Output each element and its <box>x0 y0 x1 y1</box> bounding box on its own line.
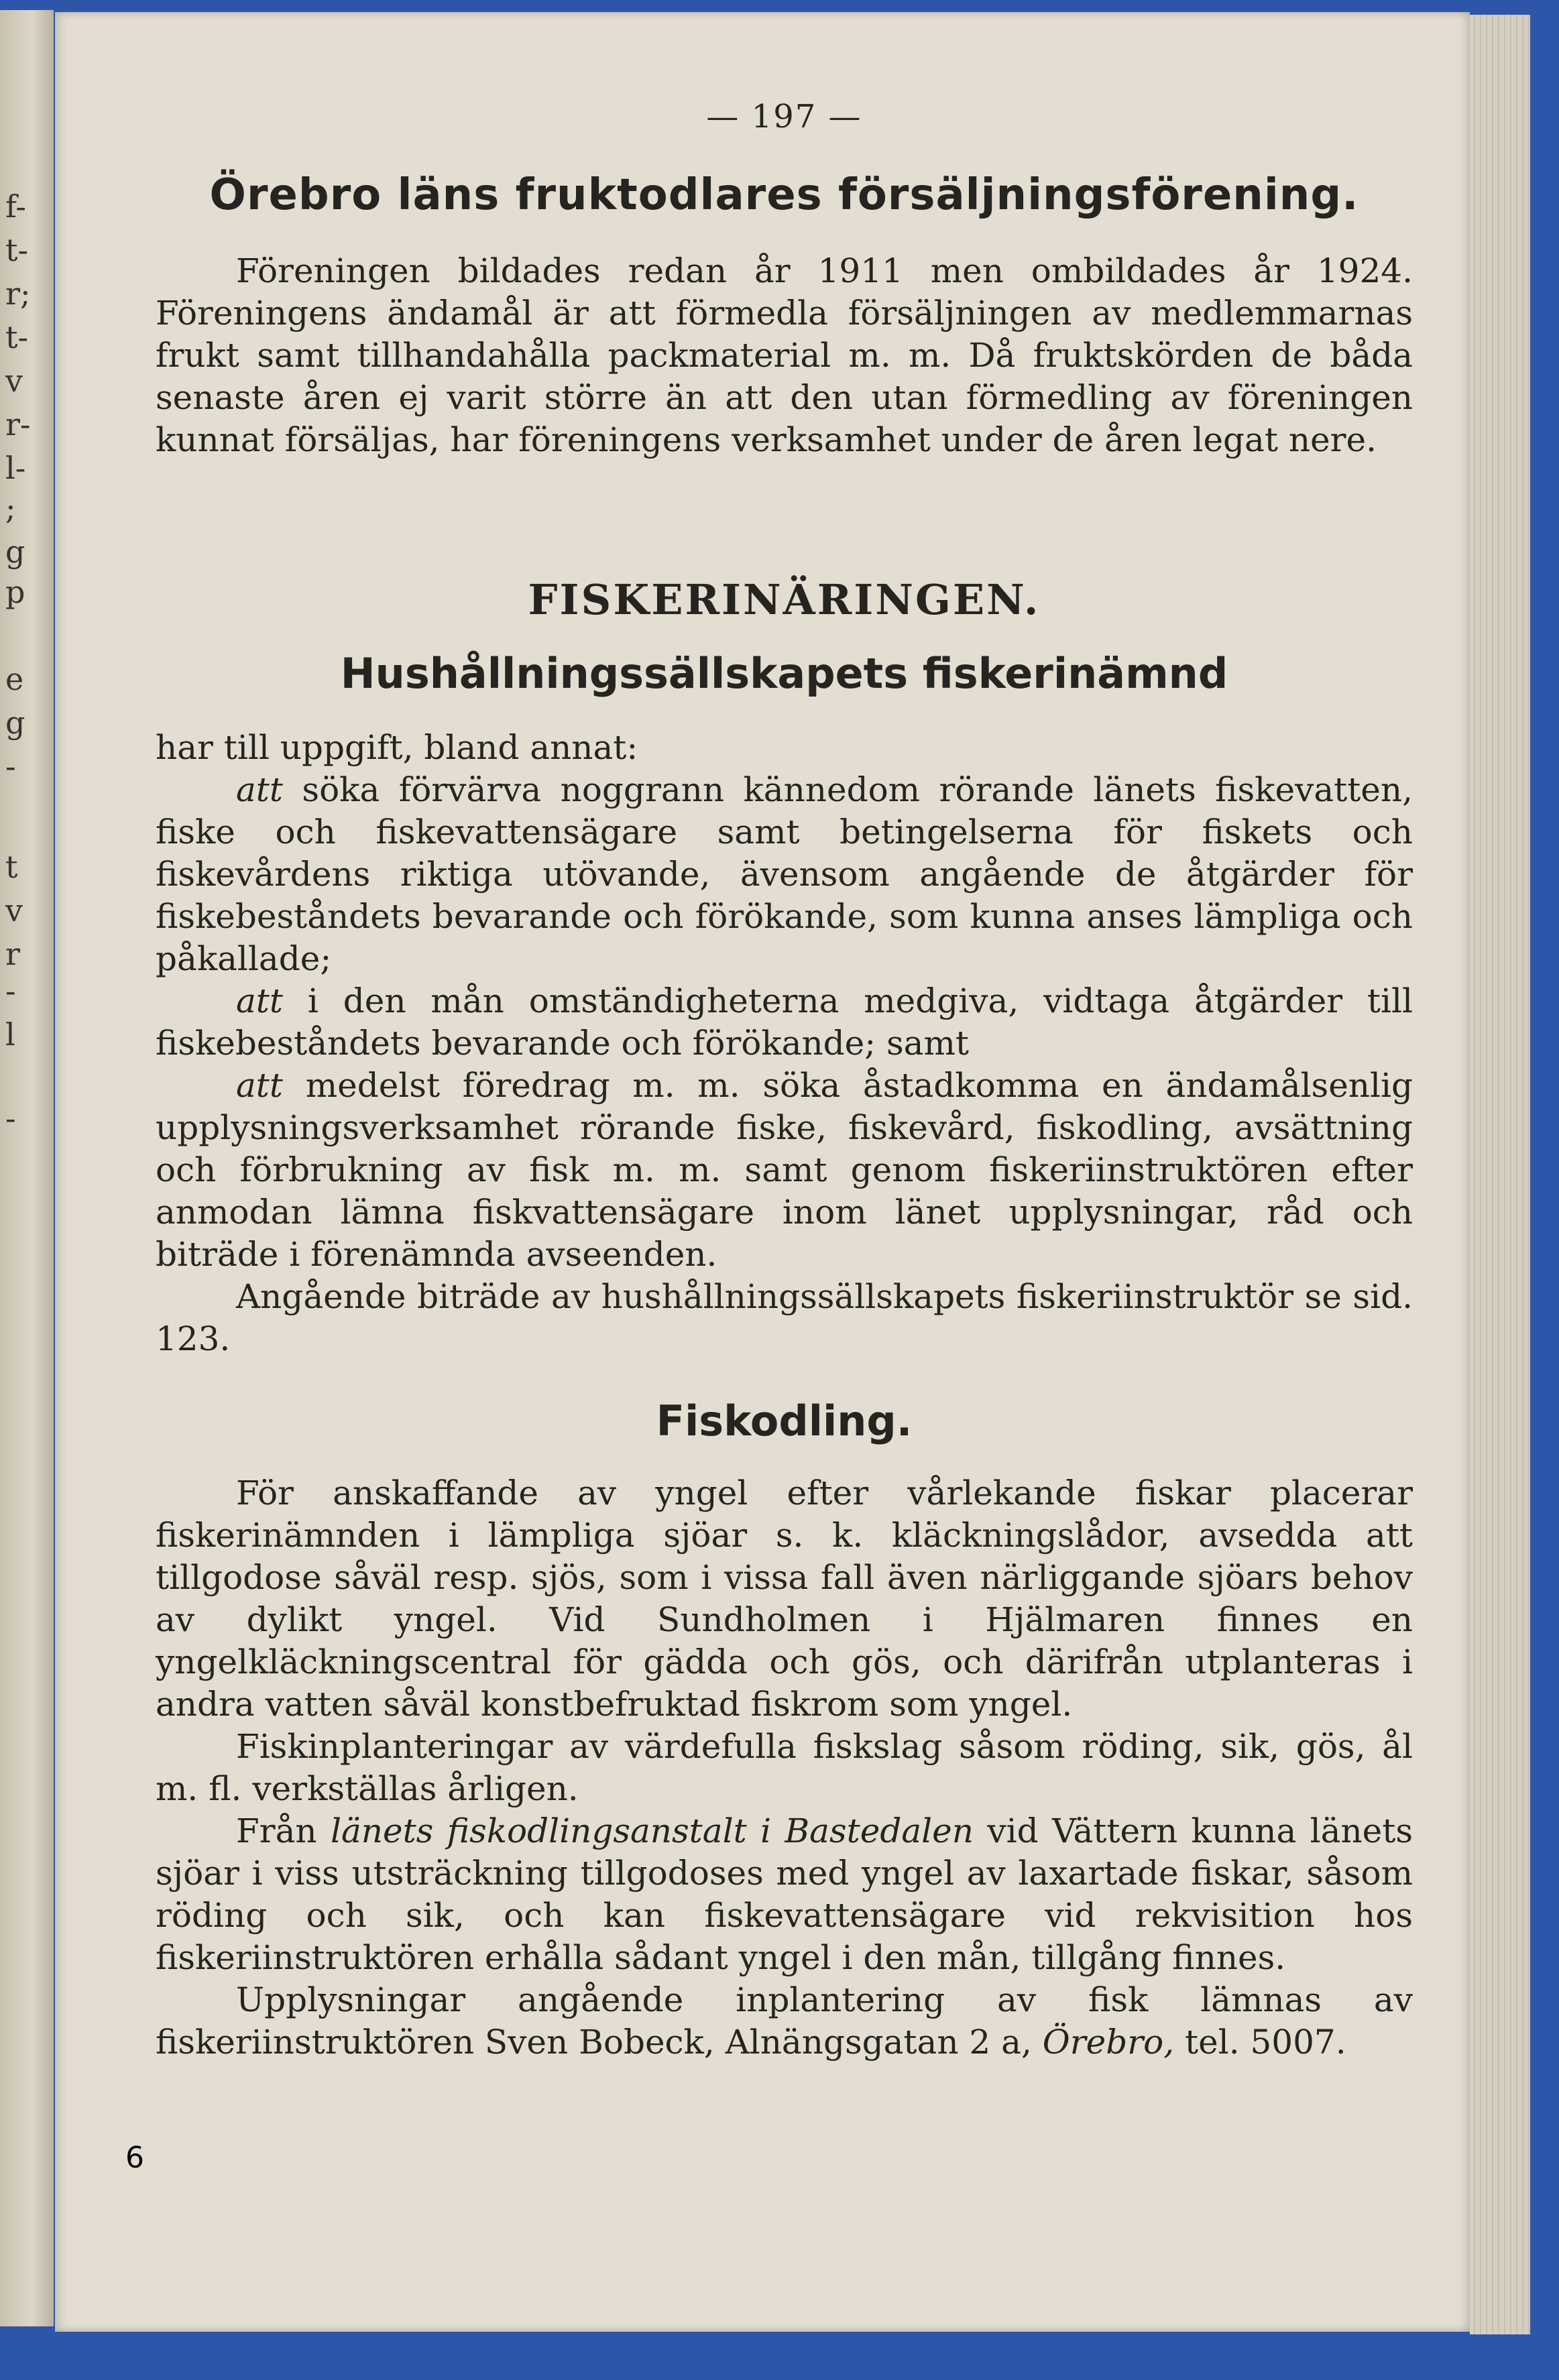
subsection-title: Hushållningssällskapets fiskerinämnd <box>340 649 1228 698</box>
text-span: vid Vättern kunna länets sjöar i viss utsträckning tillgodoses med yngel av laxartade fiskar, såsom röding och sik, och kan fiskevattensägare vid rekvisition hos fiskeriinstruktören erhålla sådant yngel i den mån, tillgång finnes. <box>156 1811 1413 1977</box>
fiskerinamnd-block <box>156 727 1413 1360</box>
left-page-fragment: l <box>5 1016 15 1053</box>
intro-text: har till uppgift, bland annat: <box>156 728 638 767</box>
left-page-fragment: e <box>5 661 24 697</box>
book-page <box>55 12 1470 2332</box>
list-item <box>156 1065 1413 1276</box>
left-page-fragment: - <box>5 1100 16 1136</box>
left-page-fragment: g <box>5 534 25 570</box>
list-item-text: söka förvärva noggrann kännedom rörande länets fiskevatten, fiske och fiskevattensägare samt betingelserna för fiskets och fiskevårdens riktiga utövande, ävensom angående de åtgärder för fiskebeståndets bevarande och förökande, som kunna anses lämpliga och påkallade; <box>156 770 1413 978</box>
section-title: FISKERINÄRINGEN. <box>528 575 1041 624</box>
left-page-fragment: r- <box>5 406 31 442</box>
att-label: att <box>236 1066 283 1105</box>
att-label: att <box>236 981 283 1020</box>
fiskodling-title: Fiskodling. <box>656 1396 913 1445</box>
italic-span: Örebro, <box>1042 2023 1175 2062</box>
left-page-fragment: v <box>5 892 23 929</box>
list-item <box>156 980 1413 1065</box>
signature-mark: 6 <box>125 2141 144 2175</box>
left-page-fragment: r <box>5 936 20 972</box>
left-page-fragment: v <box>5 363 23 399</box>
left-page-fragment: t- <box>5 232 29 268</box>
page-number: — 197 — <box>706 98 862 135</box>
list-item-text: i den mån omständigheterna medgiva, vidtaga åtgärder till fiskebeståndets bevarande och förökande; samt <box>156 981 1413 1063</box>
page-title: Örebro läns fruktodlares försäljningsförening. <box>209 170 1359 220</box>
paragraph-forening: Föreningen bildades redan år 1911 men ombildades år 1924. Föreningens ändamål är att förmedla försäljningen av medlemmarnas frukt samt tillhandahålla packmaterial m. m. Då fruktskörden de båda senaste åren ej varit större än att den utan förmedling av föreningen kunnat försäljas, har föreningens verksamhet under de åren legat nere. <box>156 251 1413 459</box>
att-label: att <box>236 770 283 809</box>
text-span: Från <box>236 1811 331 1850</box>
italic-span: länets fiskodlingsanstalt i Bastedalen <box>331 1811 974 1850</box>
left-page-fragment: - <box>5 973 16 1009</box>
left-page-fragment: - <box>5 748 16 784</box>
left-page-edge <box>0 10 54 2326</box>
paragraph-angaende: Angående biträde av hushållningssällskapets fiskeriinstruktör se sid. 123. <box>156 1277 1413 1358</box>
page-stack-edge <box>1470 15 1530 2334</box>
fiskodling-block <box>156 1472 1413 2064</box>
paragraph-fiskodling-3 <box>156 1810 1413 1979</box>
left-page-fragment: r; <box>5 276 31 312</box>
left-page-fragment: f- <box>5 188 26 225</box>
text-span: tel. 5007. <box>1174 2023 1346 2062</box>
text-span: Upplysningar angående inplantering av fisk lämnas av fiskeriinstruktören Sven Bobeck, Alnängsgatan 2 a, <box>156 1980 1413 2062</box>
left-page-fragment: p <box>5 574 25 610</box>
left-page-fragment: t- <box>5 319 29 355</box>
paragraph-fiskodling-2: Fiskinplanteringar av värdefulla fiskslag såsom röding, sik, gös, ål m. fl. verkställas årligen. <box>156 1727 1413 1808</box>
paragraph-fiskodling-4 <box>156 1979 1413 2064</box>
list-item <box>156 769 1413 980</box>
left-page-fragment: t <box>5 849 18 885</box>
left-page-fragment: ; <box>5 490 16 526</box>
left-page-fragment: g <box>5 705 25 741</box>
list-item-text: medelst föredrag m. m. söka åstadkomma en ändamålsenlig upplysningsverksamhet rörande fiske, fiskevård, fiskodling, avsättning och förbrukning av fisk m. m. samt genom fiskeriinstruktören efter anmodan lämna fiskvattensägare inom länet upplysningar, råd och biträde i förenämnda avseenden. <box>156 1066 1413 1274</box>
forening-block <box>156 250 1413 461</box>
paragraph-fiskodling-1: För anskaffande av yngel efter vårlekande fiskar placerar fiskerinämnden i lämpliga sjöar s. k. kläckningslådor, avsedda att tillgodose såväl resp. sjös, som i vissa fall även närliggande sjöars behov av dylikt yngel. Vid Sundholmen i Hjälmaren finnes en yngelkläckningscentral för gädda och gös, och därifrån utplanteras i andra vatten såväl konstbefruktad fiskrom som yngel. <box>156 1474 1413 1724</box>
left-page-fragment: l- <box>5 450 26 486</box>
